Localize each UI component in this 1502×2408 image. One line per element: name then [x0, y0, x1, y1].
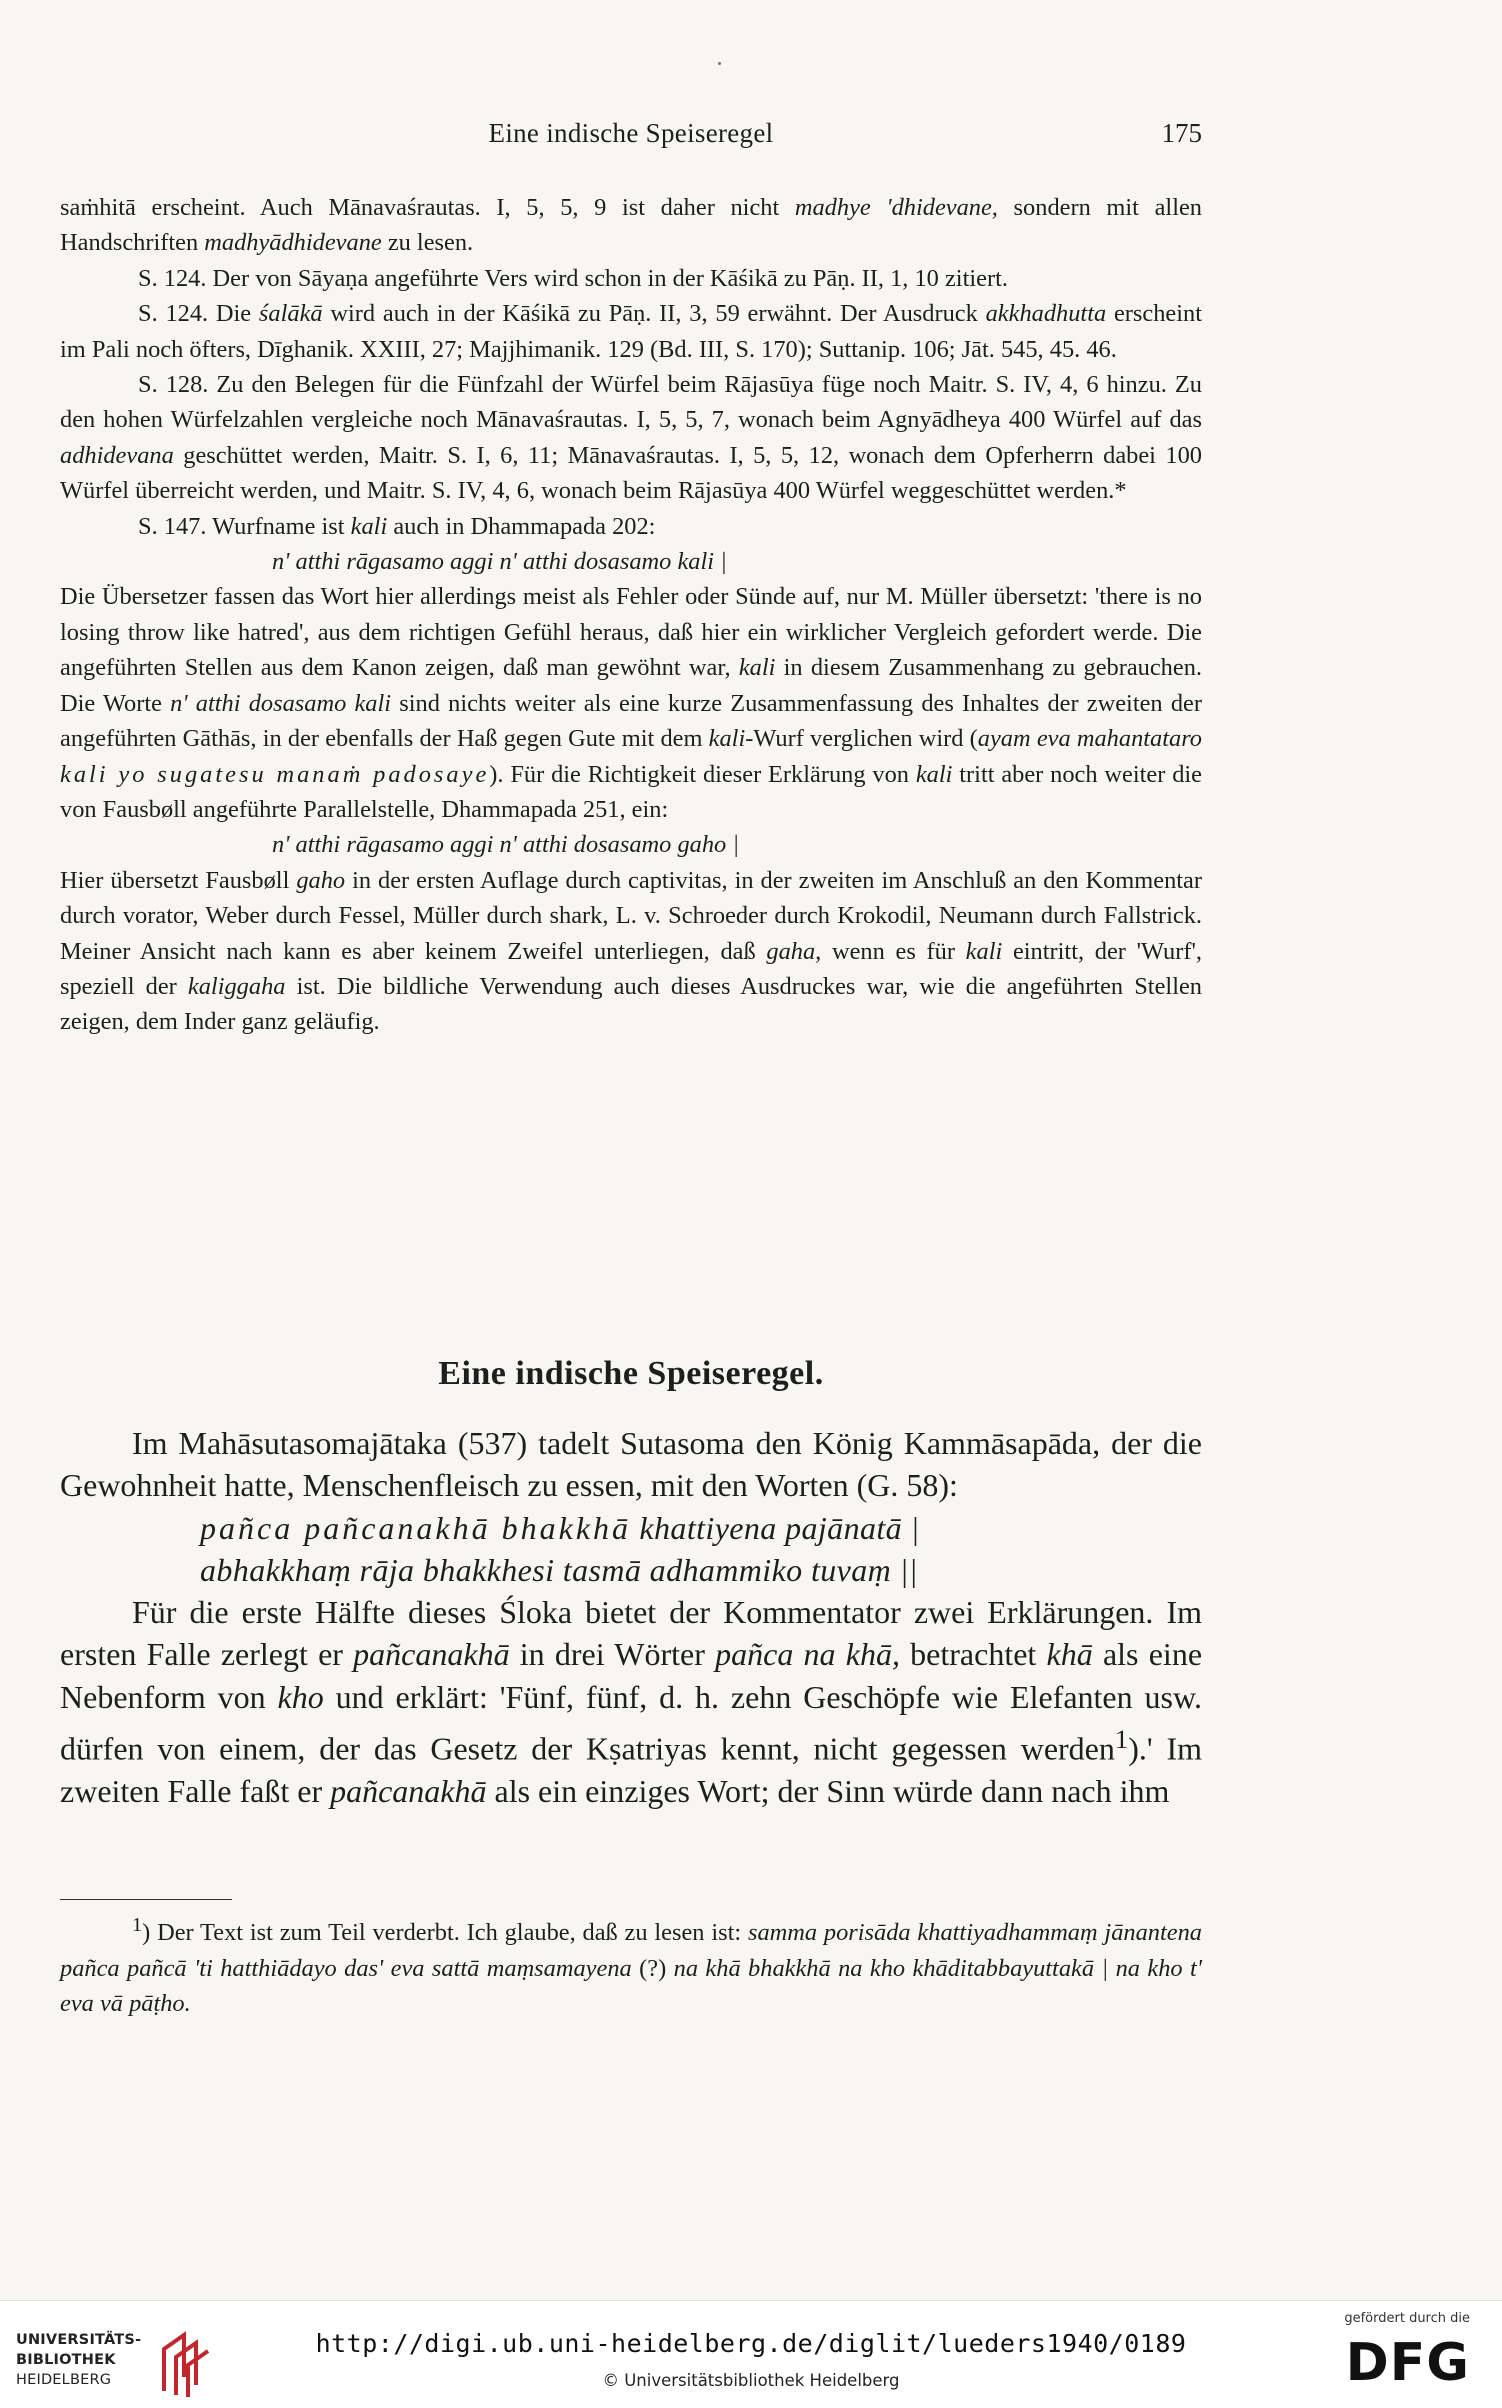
note-paragraph: S. 124. Der von Sāyaṇa angeführte Vers wird schon in der Kāśikā zu Pāṇ. II, 1, 10 zitiert.: [138, 264, 1008, 292]
page-number: 175: [1161, 118, 1202, 148]
note-paragraph: S. 128. Zu den Belegen für die Fünfzahl der Würfel beim Rājasūya füge noch Maitr. S. IV, 4, 6 hinzu. Zu den hohen Würfelzahlen vergleiche noch Mānavaśrautas. I, 5, 5, 7, wonach beim Agnyādheya 400 Würfel auf das adhidevana geschüttet werden, Maitr. S. I, 6, 11; Mānavaśrautas. I, 5, 5, 12, wonach dem Opferherrn dabei 100 Würfel überreicht werden, und Maitr. S. IV, 4, 6, wonach beim Rājasūya 400 Würfel weggeschüttet werden.*: [60, 371, 1202, 505]
addenda-notes: [60, 190, 1202, 1040]
copyright-notice: © Universitätsbibliothek Heidelberg: [602, 2371, 900, 2390]
main-paragraph: Im Mahāsutasomajātaka (537) tadelt Sutasoma den König Kammāsapāda, der die Gewohnheit hatte, Menschenfleisch zu essen, mit den Worten (G. 58):: [60, 1425, 1202, 1504]
main-paragraph: Für die erste Hälfte dieses Śloka bietet der Kommentator zwei Erklärungen. Im ersten Falle zerlegt er pañcanakhā in drei Wörter pañca na khā, betrachtet khā als eine Nebenform von kho und erklärt: 'Fünf, fünf, d. h. zehn Geschöpfe wie Elefanten usw. dürfen von einem, der das Gesetz der Kṣatriyas kennt, nicht gegessen werden$^1$).' Im zweiten Falle faßt er pañcanakhā als ein einziges Wort; der Sinn würde dann nach ihm: [60, 1594, 1203, 1810]
main-verse: pañca pañcanakhā bhakkhā khattiyena pajānatā |: [200, 1509, 920, 1546]
footnote: [60, 1908, 1202, 2022]
dfg-logo-block[interactable]: [1330, 2311, 1470, 2401]
footnote-rule: [60, 1899, 232, 1900]
main-verse: abhakkhaṃ rāja bhakkhesi tasmā adhammiko tuvaṃ ||: [200, 1551, 918, 1588]
permalink-url[interactable]: http://digi.ub.uni-heidelberg.de/diglit/lueders1940/0189: [315, 2329, 1187, 2358]
running-header: [60, 118, 1202, 158]
note-paragraph: saṁhitā erscheint. Auch Mānavaśrautas. I, 5, 5, 9 ist daher nicht madhye 'dhidevane, sondern mit allen Handschriften madhyādhidevane zu lesen.: [60, 194, 1202, 257]
note-paragraph: Die Übersetzer fassen das Wort hier allerdings meist als Fehler oder Sünde auf, nur M. Müller übersetzt: 'there is no losing throw like hatred', aus dem richtigen Gefühl heraus, daß hier ein wirklicher Vergleich gefordert werde. Die angeführten Stellen aus dem Kanon zeigen, daß man gewöhnt war, kali in diesem Zusammenhang zu gebrauchen. Die Worte n' atthi dosasamo kali sind nichts weiter als eine kurze Zusammenfassung des Inhaltes der zweiten der angeführten Gāthās, in der ebenfalls der Haß gegen Gute mit dem kali-Wurf verglichen wird (ayam eva mahantataro kali yo sugatesu manaṁ padosaye). Für die Richtigkeit dieser Erklärung von kali tritt aber noch weiter die von Fausbøll angeführte Parallelstelle, Dhammapada 251, ein:: [60, 583, 1202, 823]
running-title: Eine indische Speiseregel: [488, 118, 774, 148]
note-paragraph: S. 147. Wurfname ist kali auch in Dhammapada 202:: [138, 512, 656, 540]
main-text: [60, 1422, 1202, 1812]
scan-speck: [718, 62, 721, 65]
library-name-line2: BIBLIOTHEK: [16, 2352, 116, 2368]
footnote-text: $^1$) Der Text ist zum Teil verderbt. Ich glaube, daß zu lesen ist: samma porisāda khattiyadhammaṃ jānantena pañca pañcā 'ti hatthiādayo das' eva sattā maṃsamayena (?) na khā bhakkhā na kho khāditabbayuttakā | na kho t' eva vā pāṭho.: [60, 1914, 1202, 2018]
section-title: Eine indische Speiseregel.: [438, 1355, 824, 1392]
digitization-footer: [0, 2300, 1502, 2408]
note-paragraph: S. 124. Die śalākā wird auch in der Kāśikā zu Pāṇ. II, 3, 59 erwähnt. Der Ausdruck akkhadhutta erscheint im Pali noch öfters, Dīghanik. XXIII, 27; Majjhimanik. 129 (Bd. III, S. 170); Suttanip. 106; Jāt. 545, 45. 46.: [60, 300, 1203, 363]
library-name-line3: HEIDELBERG: [16, 2372, 112, 2388]
note-paragraph: Hier übersetzt Fausbøll gaho in der ersten Auflage durch captivitas, in der zweiten im Anschluß an den Kommentar durch vorator, Weber durch Fessel, Müller durch shark, L. v. Schroeder durch Krokodil, Neumann durch Fallstrick. Meiner Ansicht nach kann es aber keinem Zweifel unterliegen, daß gaha, wenn es für kali eintritt, der 'Wurf', speziell der kaliggaha ist. Die bildliche Verwendung auch dieses Ausdruckes war, wie die angeführten Stellen zeigen, dem Inder ganz geläufig.: [60, 866, 1202, 1036]
dfg-logo: DFG: [1345, 2333, 1470, 2393]
note-verse: n' atthi rāgasamo aggi n' atthi dosasamo gaho |: [272, 831, 740, 859]
note-verse: n' atthi rāgasamo aggi n' atthi dosasamo kali |: [272, 548, 727, 576]
library-name-line1: UNIVERSITÄTS-: [16, 2332, 142, 2348]
dfg-caption: gefördert durch die: [1344, 2311, 1470, 2326]
